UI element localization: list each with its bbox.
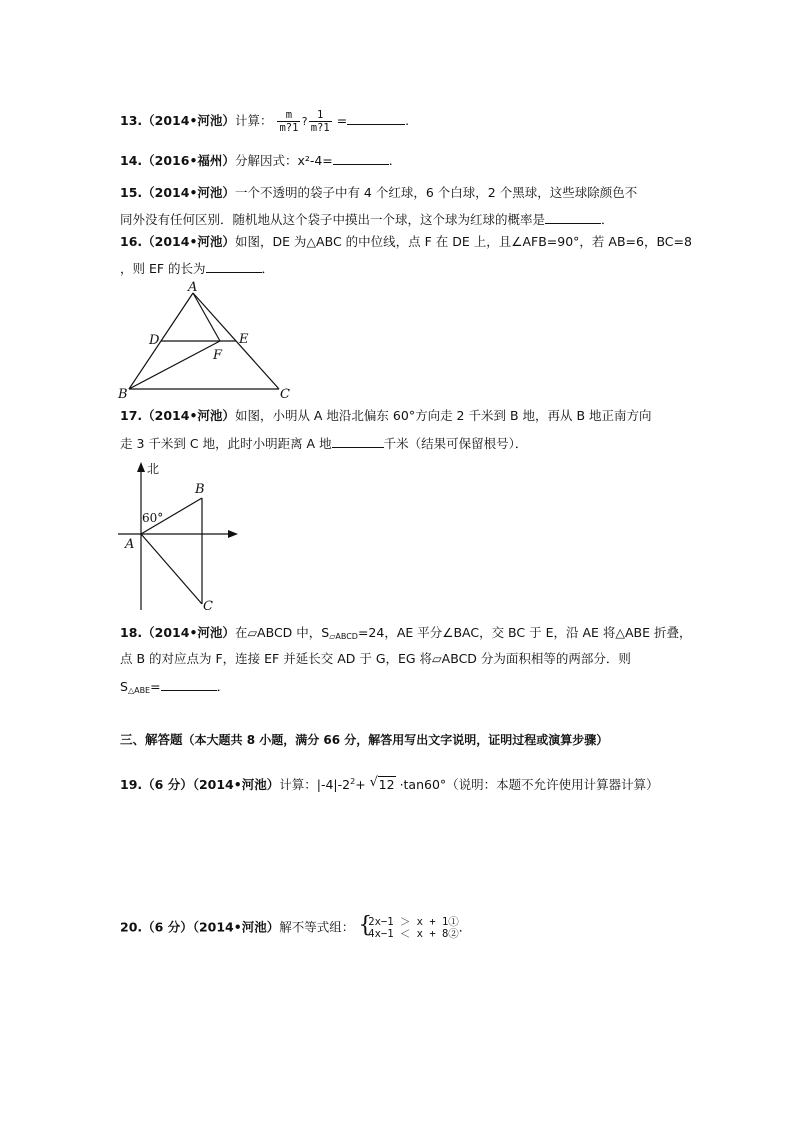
question-prompt: 解不等式组： [279,919,355,935]
question-text: ，则 EF 的长为 [120,261,206,276]
segment-af [193,293,220,341]
plus: + [355,777,366,792]
period: ． [261,261,275,276]
answer-blank [161,677,217,691]
subscript: ▱ABCD [329,632,358,641]
question-number: 15. [120,185,143,200]
question-number: 13. [120,113,143,128]
segment-ac [141,534,202,604]
question-source: （2014•河池） [142,113,235,128]
question-20 [120,913,472,940]
equals: = [336,113,348,128]
label-north: 北 [147,462,160,476]
answer-blank [545,210,601,224]
period: ． [216,679,230,694]
label-f: F [213,348,223,363]
question-17-line-2 [120,434,527,452]
direction-figure [118,458,248,613]
question-text: 走 3 千米到 C 地，此时小明距离 A 地 [120,436,332,451]
inequality-system: { 2x−1 ＞ x + 1① 4x−1 ＜ x + 8② [358,913,459,940]
label-b: B [118,387,128,402]
question-18-line-3 [120,677,229,699]
triangle-figure [112,278,302,403]
answer-blank [332,434,384,448]
answer-blank [206,259,262,273]
question-15-line-2 [120,210,614,228]
question-16-line-1 [120,234,692,250]
inequality-1: 2x−1 ＞ x + 1① [368,916,459,928]
label-c: C [203,599,213,613]
equals: = [150,679,161,694]
question-number: 18. [120,625,143,640]
question-prompt: 分解因式：x²-4= [234,153,333,168]
question-text: 在▱ABCD 中，S [234,625,330,640]
question-14 [120,151,393,169]
exponent: 2 [350,777,356,786]
period: ． [458,919,472,935]
question-prompt: 计算：|-4|-2 [279,777,351,792]
question-number: 17. [120,408,143,423]
period: ． [601,212,614,227]
question-source: （2016•福州） [142,153,235,168]
label-a: A [125,537,135,552]
question-text: 同外没有任何区别．随机地从这个袋子中摸出一个球，这个球为红球的概率是 [120,212,546,227]
question-tail: ·tan60°（说明：本题不允许使用计算器计算） [399,777,659,792]
question-15-line-1 [120,185,637,201]
question-prompt: 计算： [234,113,273,128]
east-arrowhead [228,530,238,538]
fraction-1: $\frac{m}{m?1}$ [279,109,299,134]
label-b: B [195,482,205,497]
question-text-end: 千米（结果可保留根号）． [383,436,528,451]
question-19 [120,774,659,793]
square-root: √ 12 [369,775,395,792]
section-description: （本大题共 8 小题，满分 66 分，解答用写出文字说明，证明过程或演算步骤） [182,733,609,747]
period: . [388,153,393,168]
label-e: E [239,332,249,347]
fraction-2: $\frac{1}{m?1}$ [310,109,330,134]
question-source: （2014•河池） [192,777,280,792]
question-source: （2014•河池） [192,919,280,935]
question-number: 20. [120,919,143,935]
question-score: （6 分） [142,777,193,792]
segment-bf [129,341,220,389]
period: . [405,113,410,128]
subscript: △ABE [127,686,151,695]
label-a: A [188,280,198,295]
question-13 [120,109,409,134]
question-source: （2014•河池） [142,234,235,249]
question-number: 14. [120,153,143,168]
question-18-line-2 [120,651,631,667]
label-d: D [149,333,160,348]
question-number: 19. [120,777,143,792]
section-3-heading [120,732,608,748]
operator: ? [301,116,308,128]
answer-blank [347,111,405,125]
question-16-line-2 [120,259,274,277]
question-text: 点 B 的对应点为 F，连接 EF 并延长交 AD 于 G，EG 将▱ABCD 分为面积相等的两部分．则 [120,651,631,666]
answer-blank [333,151,389,165]
question-18-line-1 [120,625,692,645]
question-text: 一个不透明的袋子中有 4 个红球，6 个白球，2 个黑球，这些球除颜色不 [234,185,638,200]
section-title: 三、解答题 [120,732,183,747]
inequality-2: 4x−1 ＜ x + 8② [368,928,459,940]
question-17-line-1 [120,408,652,424]
question-number: 16. [120,234,143,249]
question-text: 如图，DE 为△ABC 的中位线，点 F 在 DE 上，且∠AFB=90°，若 AB=6，BC=8 [234,234,692,249]
question-text-cont: =24，AE 平分∠BAC，交 BC 于 E，沿 AE 将△ABE 折叠， [357,625,692,640]
question-source: （2014•河池） [142,625,235,640]
question-source: （2014•河池） [142,408,235,423]
label-angle: 60° [142,511,164,525]
area-symbol: S [120,679,128,694]
question-score: （6 分） [142,919,193,935]
label-c: C [280,387,290,402]
question-source: （2014•河池） [142,185,235,200]
question-text: 如图，小明从 A 地沿北偏东 60°方向走 2 千米到 B 地，再从 B 地正南方向 [234,408,652,423]
